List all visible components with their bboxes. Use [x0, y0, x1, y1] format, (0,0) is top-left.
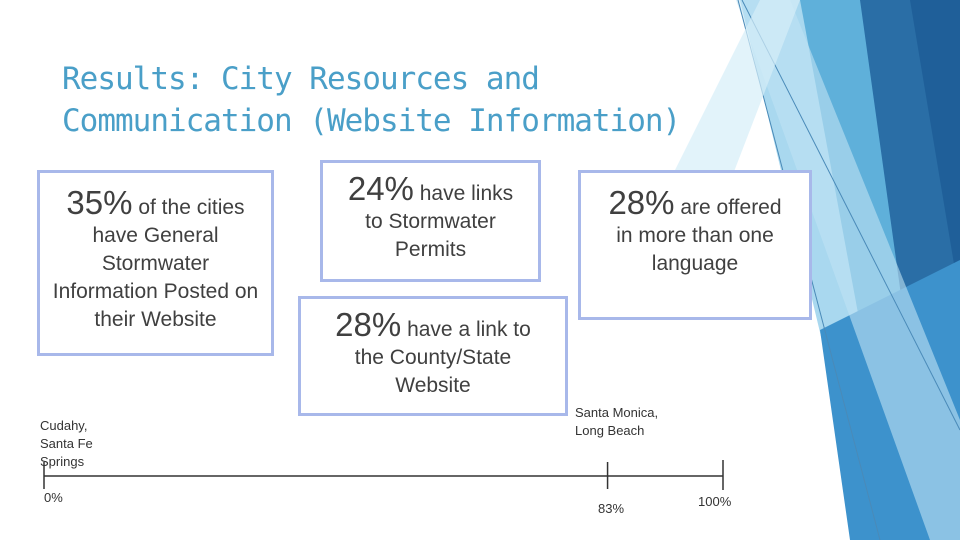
stat-box-permits: [320, 160, 541, 282]
stat-label-start: have links: [419, 182, 514, 205]
stat-box-general-info: [37, 170, 274, 356]
stat-label-rest: to Stormwater Permits: [365, 210, 496, 261]
stat-box-language: [578, 170, 812, 320]
stat-percent: 28%: [335, 306, 402, 343]
scale-label-min: 0%: [44, 490, 63, 505]
stat-percent: 28%: [608, 184, 675, 221]
stat-label-rest: in more than one language: [616, 224, 774, 275]
stat-label-start: have a link to: [407, 318, 531, 341]
scale-note-low: Cudahy, Santa Fe Springs: [40, 418, 93, 469]
stat-label-rest: the County/State Website: [354, 346, 512, 397]
stat-label-start: are offered: [680, 196, 782, 219]
stat-box-county-link: [298, 296, 568, 416]
scale-label-mid: 83%: [598, 501, 625, 516]
scale-note-high: Santa Monica, Long Beach: [575, 405, 659, 438]
page-title: Results: City Resources and Communication (Website Information): [62, 61, 681, 139]
scale-label-max: 100%: [698, 494, 732, 509]
stat-label-start: of the cities: [138, 196, 245, 219]
stat-label-rest: have General Stormwater Information Posted on their Website: [52, 224, 259, 331]
stat-percent: 35%: [66, 184, 133, 221]
stat-percent: 24%: [347, 170, 414, 207]
